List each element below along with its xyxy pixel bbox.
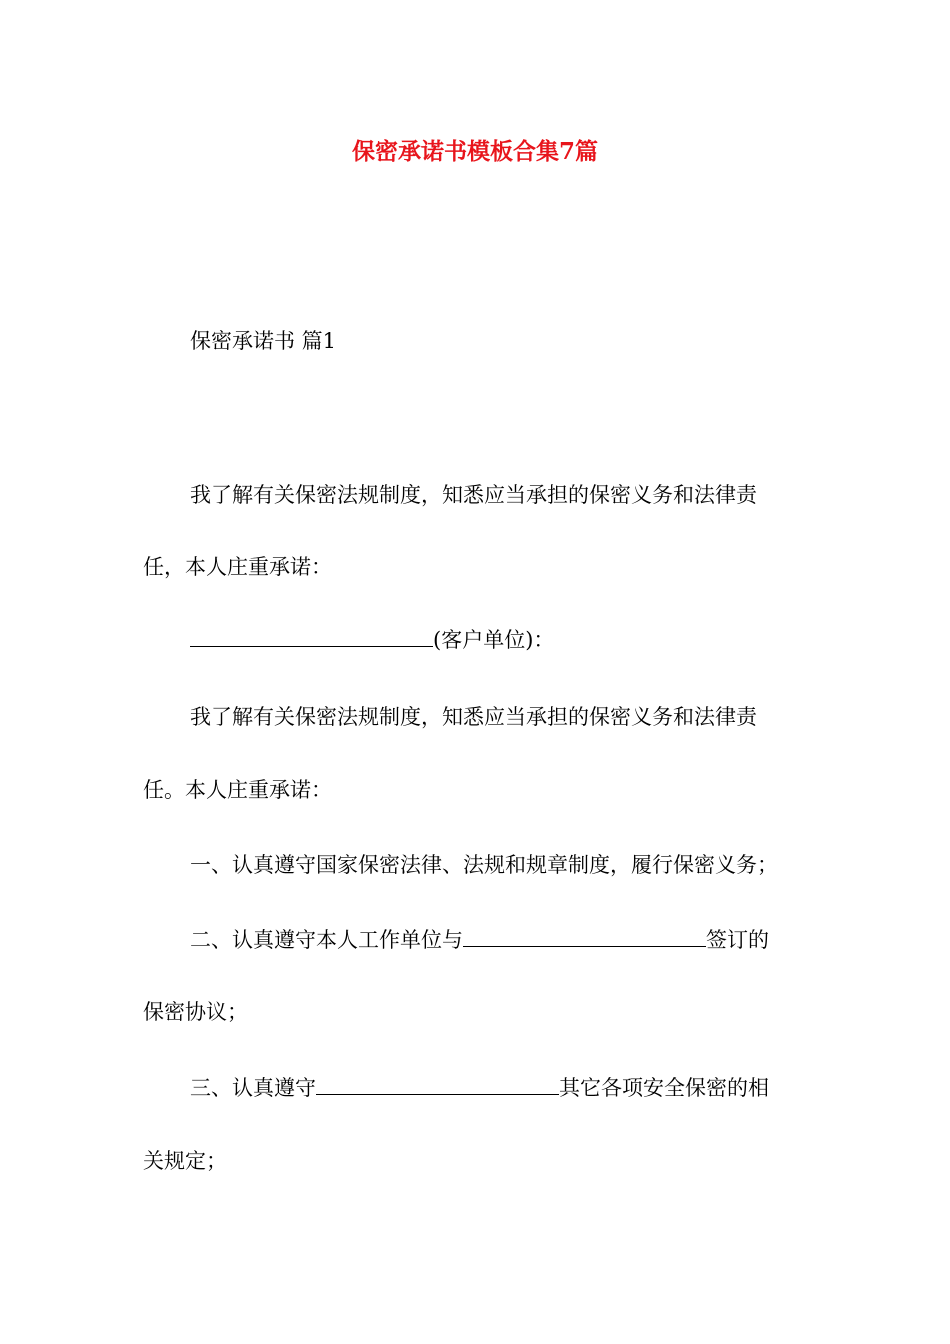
clause-3-suffix: 其它各项安全保密的相 xyxy=(559,1076,769,1100)
client-unit-line xyxy=(190,624,554,655)
clause-2-prefix: 二、认真遵守本人工作单位与 xyxy=(190,928,463,952)
clause-3-line-1 xyxy=(190,1072,769,1103)
clause-2-line-2: 保密协议； xyxy=(143,1000,248,1024)
clause-1: 一、认真遵守国家保密法律、法规和规章制度，履行保密义务； xyxy=(190,853,778,877)
document-title: 保密承诺书模板合集7篇 xyxy=(351,138,598,165)
fill-in-blank xyxy=(316,1072,559,1095)
paragraph-2-line-2: 任。本人庄重承诺： xyxy=(143,778,332,802)
paragraph-1-line-1: 我了解有关保密法规制度，知悉应当承担的保密义务和法律责 xyxy=(190,483,757,507)
clause-2-suffix: 签订的 xyxy=(706,928,769,952)
fill-in-blank xyxy=(463,924,706,947)
section-heading: 保密承诺书 篇1 xyxy=(190,329,337,353)
clause-2-line-1 xyxy=(190,924,769,955)
paragraph-1-line-2: 任，本人庄重承诺： xyxy=(143,555,332,579)
clause-3-prefix: 三、认真遵守 xyxy=(190,1076,316,1100)
clause-3-line-2: 关规定； xyxy=(143,1149,227,1173)
fill-in-blank xyxy=(190,624,433,647)
client-unit-label: (客户单位)： xyxy=(433,628,555,652)
paragraph-2-line-1: 我了解有关保密法规制度，知悉应当承担的保密义务和法律责 xyxy=(190,705,757,729)
